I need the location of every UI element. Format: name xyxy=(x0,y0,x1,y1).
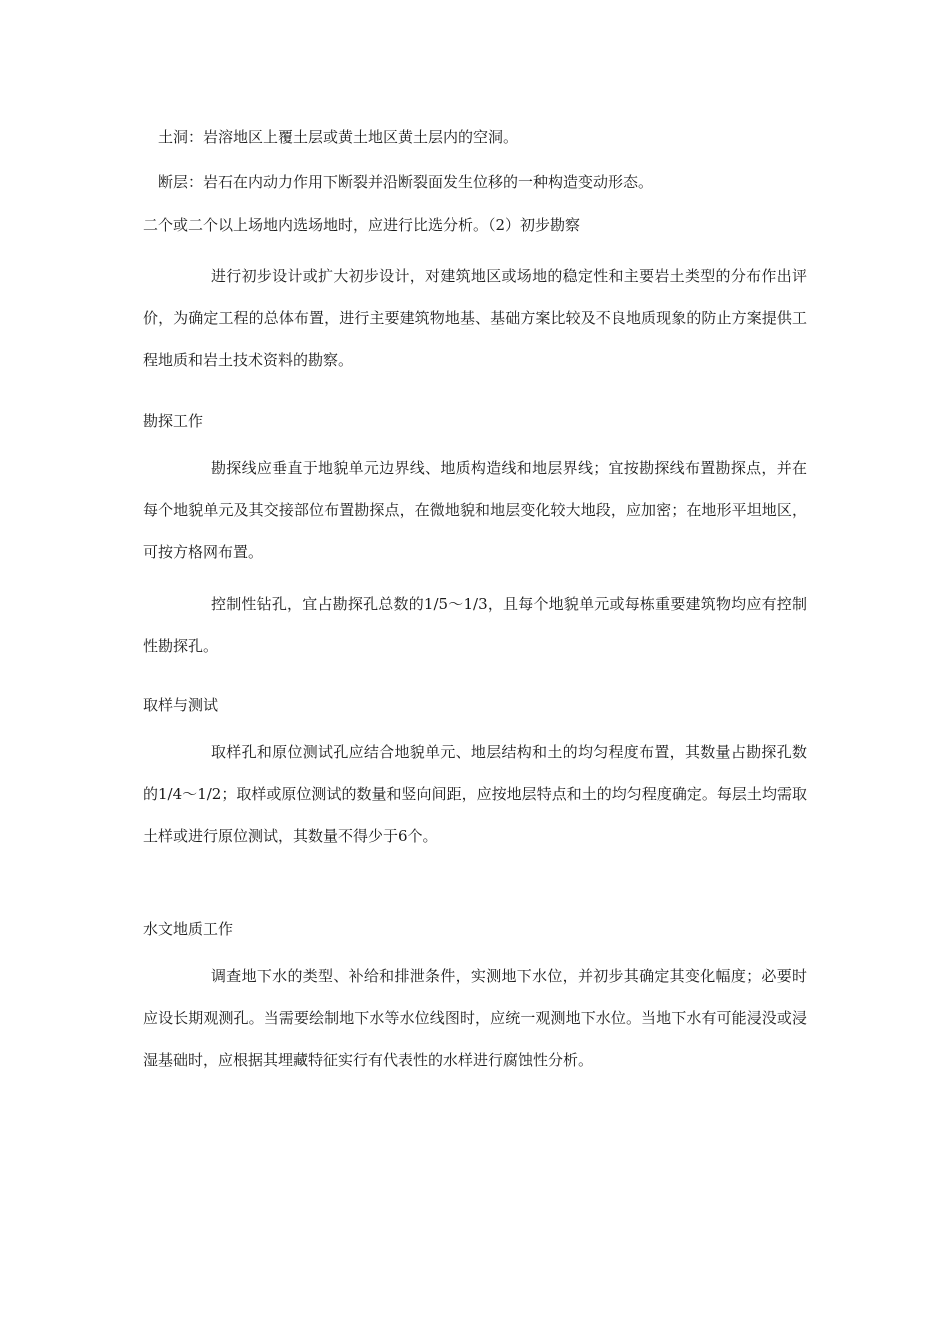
section-heading-exploration: 勘探工作 xyxy=(143,412,204,430)
definition-soil-cave: 土洞：岩溶地区上覆土层或黄土地区黄土层内的空洞。 xyxy=(158,128,519,146)
section-heading-hydrogeology: 水文地质工作 xyxy=(143,920,234,938)
sampling-paragraph: 取样孔和原位测试孔应结合地貌单元、地层结构和土的均匀程度布置，其数量占勘探孔数的1/4～1/2；取样或原位测试的数量和竖向间距，应按地层特点和土的均匀程度确定。每层土均需取土样或进行原位测试，其数量不得少于6个。 xyxy=(143,743,807,845)
exploration-paragraph-2: 控制性钻孔，宜占勘探孔总数的1/5～1/3，且每个地貌单元或每栋重要建筑物均应有控制性勘探孔。 xyxy=(143,595,807,655)
site-selection-line: 二个或二个以上场地内选场地时，应进行比选分析。（2）初步勘察 xyxy=(143,216,581,234)
exploration-paragraph-1: 勘探线应垂直于地貌单元边界线、地质构造线和地层界线；宜按勘探线布置勘探点，并在每个地貌单元及其交接部位布置勘探点，在微地貌和地层变化较大地段，应加密；在地形平坦地区，可按方格网布置。 xyxy=(143,459,807,561)
definition-fault: 断层：岩石在内动力作用下断裂并沿断裂面发生位移的一种构造变动形态。 xyxy=(158,173,654,191)
section-heading-sampling: 取样与测试 xyxy=(143,696,219,714)
hydrogeology-paragraph: 调查地下水的类型、补给和排泄条件，实测地下水位，并初步其确定其变化幅度；必要时应设长期观测孔。当需要绘制地下水等水位线图时，应统一观测地下水位。当地下水有可能浸没或浸湿基础时，应根据其埋藏特征实行有代表性的水样进行腐蚀性分析。 xyxy=(143,967,807,1069)
preliminary-survey-paragraph: 进行初步设计或扩大初步设计，对建筑地区或场地的稳定性和主要岩土类型的分布作出评价，为确定工程的总体布置，进行主要建筑物地基、基础方案比较及不良地质现象的防止方案提供工程地质和岩土技术资料的勘察。 xyxy=(143,267,807,369)
